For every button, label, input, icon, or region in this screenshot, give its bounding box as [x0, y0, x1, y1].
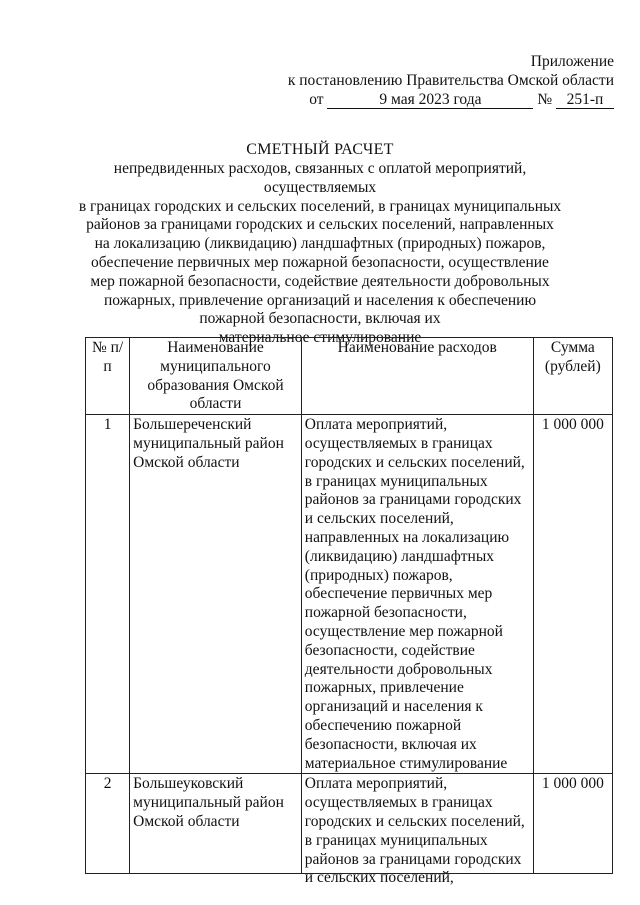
estimate-table — [85, 337, 613, 887]
title-line: пожарных, привлечение организаций и населения к обеспечению — [103, 291, 537, 309]
title-main: СМЕТНЫЙ РАСЧЕТ — [246, 141, 394, 158]
title-line: пожарной безопасности, включая их — [199, 310, 441, 328]
row-sum: 1 000 000 — [533, 415, 612, 774]
number-label: № — [537, 91, 553, 108]
row-expense — [301, 774, 533, 887]
title-subtitle — [60, 160, 580, 348]
document-title — [78, 140, 562, 348]
appendix-label: Приложение — [530, 53, 614, 70]
row-sum: 1 000 000 — [533, 774, 612, 874]
document-header — [288, 52, 614, 109]
title-line: на локализацию (ликвидацию) ландшафтных (природных) пожаров, — [94, 235, 546, 253]
header-expense: Наименование расходов — [301, 338, 533, 415]
header-sum: Сумма (рублей) — [533, 338, 612, 415]
title-line: обеспечение первичных мер пожарной безопасности, осуществление — [91, 253, 549, 271]
date-number-line — [288, 90, 614, 109]
row-municipality: Большереченский муниципальный район Омской области — [130, 415, 302, 774]
row-municipality: Большеуковский муниципальный район Омской области — [130, 774, 302, 874]
resolution-number: 251-п — [556, 91, 614, 109]
title-line: мер пожарной безопасности, содействие деятельности добровольных — [90, 272, 550, 290]
row-num: 2 — [86, 774, 130, 874]
title-line: непредвиденных расходов, связанных с оплатой мероприятий, осуществляемых — [113, 160, 527, 196]
table-header-row — [86, 338, 613, 415]
row-expense-text: Оплата мероприятий, осуществляемых в границах городских и сельских поселений, в границах муниципальных районов за границами городских и сельских поселений, — [304, 775, 525, 887]
title-line: районов за границами городских и сельских поселений, направленных — [86, 216, 554, 234]
table-row — [86, 774, 613, 874]
header-num: № п/п — [86, 338, 130, 415]
row-expense: Оплата мероприятий, осуществляемых в границах городских и сельских поселений, в границах муниципальных районов за границами городских и сельских поселений, направленных на локализацию (ликвидацию) ландшафтных (природных) пожаров, обеспечение первичных мер пожарной безопасности, осуществление мер пожарной безопасности, содействие деятельности добровольных пожарных, привлечение организаций и населения к обеспечению пожарной безопасности, включая их материальное стимулирование — [301, 415, 533, 774]
title-line: материальное стимулирование — [218, 329, 422, 347]
resolution-date: 9 мая 2023 года — [327, 91, 533, 109]
row-num: 1 — [86, 415, 130, 774]
from-label: от — [309, 91, 324, 108]
table-row — [86, 415, 613, 774]
header-municipality: Наименование муниципального образования Омской области — [130, 338, 302, 415]
resolution-reference: к постановлению Правительства Омской области — [287, 72, 614, 89]
title-line: в границах городских и сельских поселений, в границах муниципальных — [78, 197, 562, 215]
